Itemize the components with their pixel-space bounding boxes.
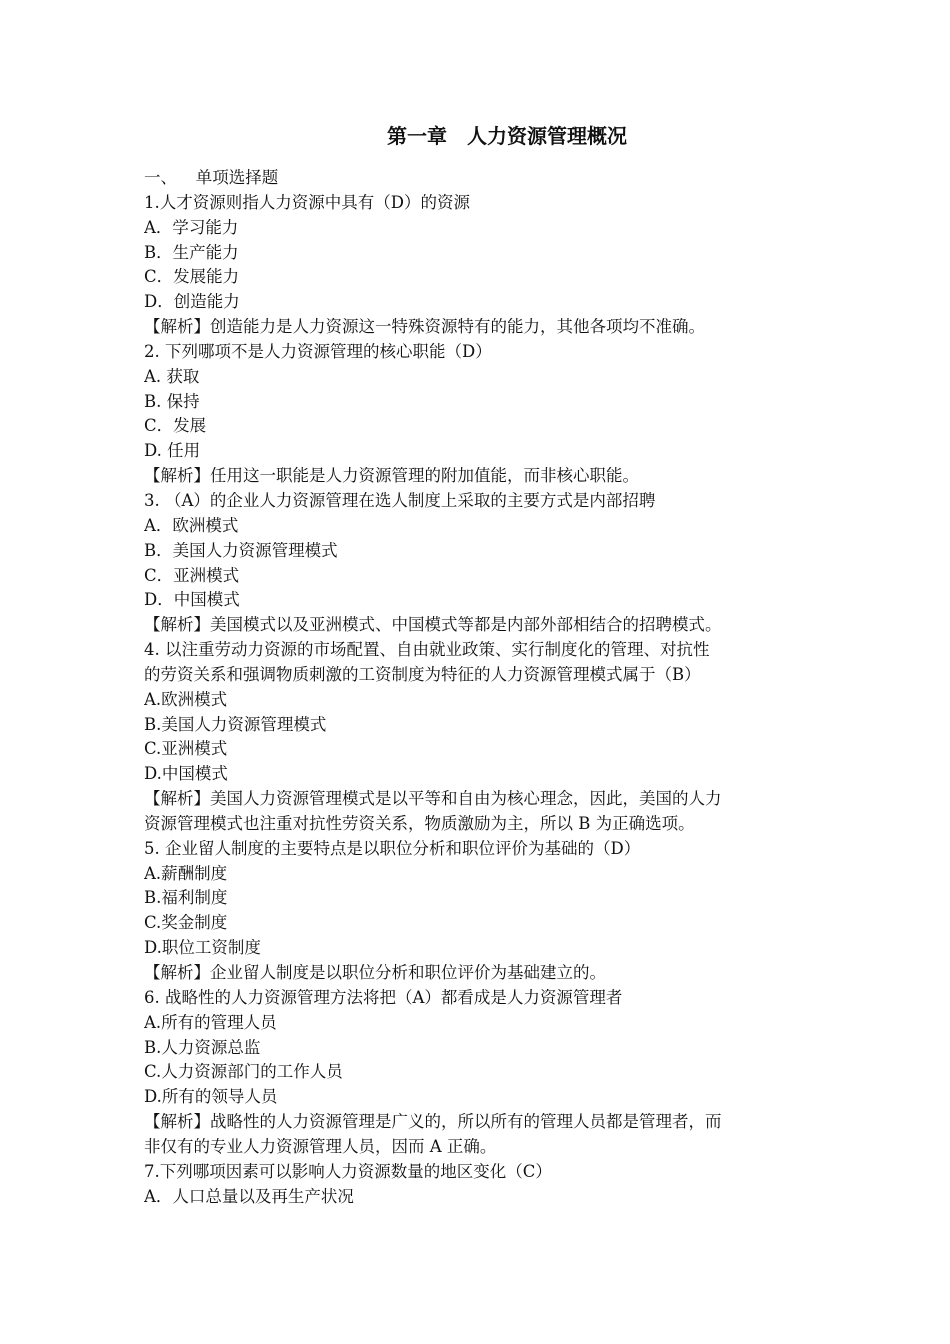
text-line: 资源管理模式也注重对抗性劳资关系，物质激励为主，所以 B 为正确选项。 <box>144 813 695 833</box>
option-line: D．创造能力 <box>144 292 240 312</box>
option-line: A.薪酬制度 <box>144 863 228 883</box>
text-line: 非仅有的专业人力资源管理人员，因而 A 正确。 <box>144 1136 497 1156</box>
explanation-line: 【解析】企业留人制度是以职位分析和职位评价为基础建立的。 <box>144 963 606 982</box>
option-line: B.美国人力资源管理模式 <box>144 714 327 734</box>
option-line: D.所有的领导人员 <box>144 1087 278 1107</box>
explanation-line: 【解析】任用这一职能是人力资源管理的附加值能，而非核心职能。 <box>144 466 639 486</box>
option-line: C．亚洲模式 <box>144 565 240 585</box>
option-line: B.福利制度 <box>144 888 228 908</box>
option-line: D.中国模式 <box>144 764 228 784</box>
option-line: A．欧洲模式 <box>144 515 239 535</box>
option-line: D. 任用 <box>144 441 201 461</box>
question-line: 3. （A）的企业人力资源管理在选人制度上采取的主要方式是内部招聘 <box>144 490 656 510</box>
question-list <box>144 191 810 1210</box>
text-line: 的劳资关系和强调物质刺激的工资制度为特征的人力资源管理模式属于（B） <box>144 664 701 684</box>
option-line: A. 获取 <box>144 366 200 386</box>
option-line: C．发展 <box>144 416 207 436</box>
option-line: A.所有的管理人员 <box>144 1012 277 1032</box>
chapter-title: 第一章 人力资源管理概况 <box>387 124 627 148</box>
explanation-line: 【解析】美国人力资源管理模式是以平等和自由为核心理念，因此，美国的人力 <box>144 789 722 809</box>
question-line: 4. 以注重劳动力资源的市场配置、自由就业政策、实行制度化的管理、对抗性 <box>144 640 710 660</box>
option-line: B．生产能力 <box>144 242 239 262</box>
question-line: 2. 下列哪项不是人力资源管理的核心职能（D） <box>144 341 492 361</box>
option-line: B. 保持 <box>144 391 200 411</box>
question-line: 1.人才资源则指人力资源中具有（D）的资源 <box>144 192 470 212</box>
question-line: 5. 企业留人制度的主要特点是以职位分析和职位评价为基础的（D） <box>144 838 641 858</box>
option-line: C.奖金制度 <box>144 913 228 933</box>
option-line: C.人力资源部门的工作人员 <box>144 1062 343 1082</box>
option-line: C．发展能力 <box>144 267 240 287</box>
document-page <box>144 118 810 1209</box>
option-line: C.亚洲模式 <box>144 739 228 759</box>
explanation-line: 【解析】创造能力是人力资源这一特殊资源特有的能力，其他各项均不准确。 <box>144 317 705 337</box>
question-line: 7.下列哪项因素可以影响人力资源数量的地区变化（C） <box>144 1161 552 1181</box>
explanation-line: 【解析】美国模式以及亚洲模式、中国模式等都是内部外部相结合的招聘模式。 <box>144 615 722 635</box>
section-heading: 一、 单项选择题 <box>144 168 279 187</box>
option-line: B.人力资源总监 <box>144 1037 261 1057</box>
option-line: A．人口总量以及再生产状况 <box>144 1186 354 1206</box>
option-line: A．学习能力 <box>144 217 239 237</box>
question-line: 6. 战略性的人力资源管理方法将把（A）都看成是人力资源管理者 <box>144 987 623 1007</box>
option-line: D.职位工资制度 <box>144 938 261 958</box>
option-line: B．美国人力资源管理模式 <box>144 540 338 560</box>
option-line: D．中国模式 <box>144 590 240 610</box>
option-line: A.欧洲模式 <box>144 689 228 709</box>
explanation-line: 【解析】战略性的人力资源管理是广义的，所以所有的管理人员都是管理者，而 <box>144 1112 722 1132</box>
